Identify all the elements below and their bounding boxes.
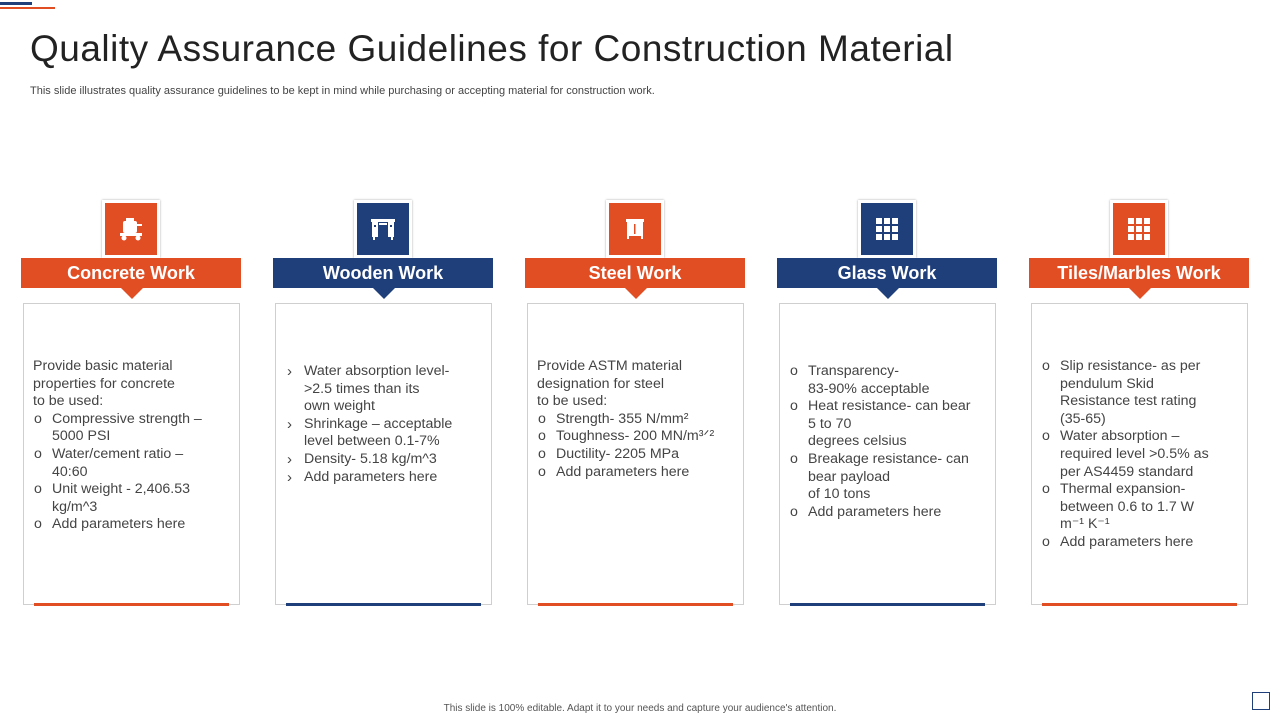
- content-card: [779, 303, 996, 605]
- list-item: o Ductility- 2205 MPa: [537, 446, 735, 464]
- heading-banner: [1029, 258, 1249, 288]
- list-item: o Slip resistance- as per: [1041, 358, 1239, 376]
- page-subtitle: This slide illustrates quality assurance guidelines to be kept in mind while purchasing or accepting material for construction work.: [30, 85, 655, 97]
- column-concrete-work: [21, 200, 241, 610]
- list-item: o Compressive strength –: [33, 411, 231, 429]
- list-item-continuation: 5000 PSI: [52, 428, 111, 445]
- card-bottom-bar: [538, 603, 733, 606]
- content-card: [527, 303, 744, 605]
- list-item: o Unit weight - 2,406.53: [33, 481, 231, 499]
- glass-window-icon: [861, 203, 913, 255]
- footer-note: This slide is 100% editable. Adapt it to your needs and capture your audience's attention.: [443, 703, 837, 714]
- list-item: o Add parameters here: [537, 464, 735, 482]
- tiles-icon: [1113, 203, 1165, 255]
- heading-label: Concrete Work: [67, 262, 195, 283]
- list-item-continuation: per AS4459 standard: [1060, 463, 1194, 480]
- heading-label: Tiles/Marbles Work: [1057, 262, 1221, 283]
- column-tiles-marbles-work: [1029, 200, 1249, 610]
- list-item: o Add parameters here: [789, 504, 987, 522]
- heading-banner: [777, 258, 997, 288]
- list-item-continuation: degrees celsius: [808, 433, 907, 450]
- list-item: o Strength- 355 N/mm²: [537, 411, 735, 429]
- column-glass-work: [777, 200, 997, 610]
- list-item: › Density- 5.18 kg/m^3: [285, 451, 483, 469]
- list-item-continuation: bear payload: [808, 468, 891, 485]
- icon-frame: [354, 200, 412, 258]
- icon-frame: [102, 200, 160, 258]
- icon-frame: [1110, 200, 1168, 258]
- card-bottom-bar: [1042, 603, 1237, 606]
- list-item-continuation: pendulum Skid: [1060, 375, 1154, 392]
- intro-line: to be used:: [33, 393, 104, 410]
- heading-banner: [273, 258, 493, 288]
- steel-cabinet-icon: [609, 203, 661, 255]
- list-item: o Heat resistance- can bear: [789, 398, 987, 416]
- intro-line: properties for concrete: [33, 375, 175, 392]
- heading-label: Wooden Work: [322, 262, 444, 283]
- list-item-continuation: 83-90% acceptable: [808, 380, 930, 397]
- card-bottom-bar: [286, 603, 481, 606]
- heading-label: Glass Work: [837, 262, 937, 283]
- list-item: o Toughness- 200 MN/m³ᐟ²: [537, 428, 735, 446]
- wooden-cabinet-icon: [357, 203, 409, 255]
- list-item: › Water absorption level-: [285, 363, 483, 381]
- list-item-continuation: between 0.6 to 1.7 W: [1060, 498, 1195, 515]
- banner-pointer: [625, 288, 647, 299]
- page-title: Quality Assurance Guidelines for Construction Material: [30, 28, 954, 69]
- content-card: [1031, 303, 1248, 605]
- column-steel-work: [525, 200, 745, 610]
- column-wooden-work: [273, 200, 493, 610]
- icon-frame: [858, 200, 916, 258]
- list-item: o Transparency-: [789, 363, 987, 381]
- list-item-continuation: 40:60: [52, 463, 88, 480]
- banner-pointer: [373, 288, 395, 299]
- list-item: o Add parameters here: [1041, 534, 1239, 552]
- list-item-continuation: m⁻¹ K⁻¹: [1060, 516, 1110, 533]
- icon-frame: [606, 200, 664, 258]
- list-item: o Thermal expansion-: [1041, 481, 1239, 499]
- list-item-continuation: level between 0.1-7%: [304, 433, 440, 450]
- list-item: o Breakage resistance- can: [789, 451, 987, 469]
- content-card: [275, 303, 492, 605]
- accent-line-navy: [0, 2, 32, 5]
- list-item-continuation: of 10 tons: [808, 486, 871, 503]
- list-item: o Water absorption –: [1041, 428, 1239, 446]
- banner-pointer: [877, 288, 899, 299]
- list-item-continuation: (35-65): [1060, 410, 1106, 427]
- intro-line: Provide basic material: [33, 358, 173, 374]
- cement-mixer-icon: [105, 203, 157, 255]
- intro-line: designation for steel: [537, 375, 664, 392]
- slide-corner-box: [1252, 692, 1270, 710]
- accent-line-orange: [0, 7, 55, 9]
- banner-pointer: [1129, 288, 1151, 299]
- heading-banner: [21, 258, 241, 288]
- card-bottom-bar: [34, 603, 229, 606]
- banner-pointer: [121, 288, 143, 299]
- intro-line: Provide ASTM material: [537, 358, 683, 374]
- intro-line: to be used:: [537, 393, 608, 410]
- card-bottom-bar: [790, 603, 985, 606]
- list-item-continuation: 5 to 70: [808, 415, 852, 432]
- list-item-continuation: kg/m^3: [52, 498, 98, 515]
- list-item: o Add parameters here: [33, 516, 231, 534]
- list-item-continuation: Resistance test rating: [1060, 393, 1197, 410]
- list-item-continuation: required level >0.5% as: [1060, 445, 1209, 462]
- list-item: o Water/cement ratio –: [33, 446, 231, 464]
- list-item-continuation: >2.5 times than its: [304, 380, 420, 397]
- list-item: › Shrinkage – acceptable: [285, 416, 483, 434]
- list-item-continuation: own weight: [304, 398, 375, 415]
- heading-banner: [525, 258, 745, 288]
- list-item: › Add parameters here: [285, 469, 483, 487]
- content-card: [23, 303, 240, 605]
- heading-label: Steel Work: [588, 262, 682, 283]
